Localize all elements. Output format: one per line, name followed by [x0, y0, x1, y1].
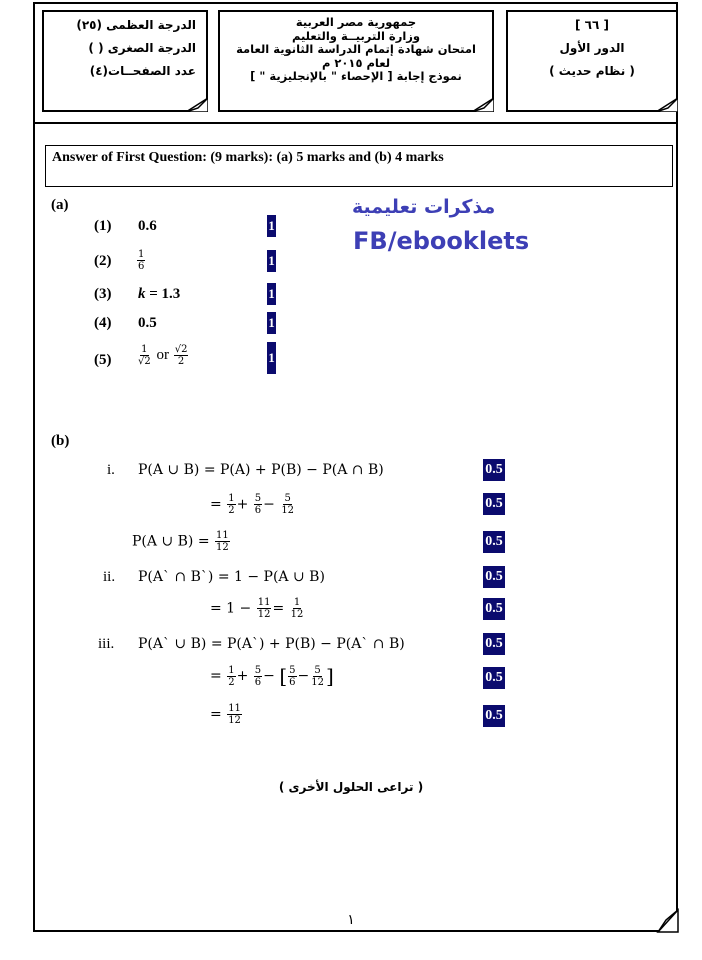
item-number: (2) — [94, 253, 112, 269]
item-number: (3) — [94, 286, 112, 302]
mark-badge: 0.5 — [483, 459, 505, 481]
part-b-label: (b) — [51, 433, 70, 449]
answer-value: k = 1.3 — [138, 286, 181, 302]
equation: = $\frac{11}{12}$ — [210, 703, 241, 726]
mark-badge: 1 — [267, 283, 276, 305]
step-label: ii. — [103, 569, 116, 585]
watermark-arabic: مذكرات تعليمية — [352, 196, 496, 218]
min-grade: الدرجة الصغرى ( ) — [88, 41, 196, 55]
country-name: جمهورية مصر العربية — [295, 15, 417, 29]
mark-badge: 0.5 — [483, 493, 505, 515]
mark-badge: 1 — [267, 250, 276, 272]
ministry-name: وزارة التربيــة والتعليم — [291, 28, 421, 43]
exam-name: امتحان شهادة إتمام الدراسة الثانوية العامة — [236, 42, 476, 56]
page-count: عدد الصفحــات(٤) — [89, 64, 196, 78]
item-number: (4) — [94, 315, 112, 331]
mark-badge: 0.5 — [483, 598, 505, 620]
page-fold-icon — [656, 98, 678, 112]
mark-badge: 1 — [267, 342, 276, 374]
answer-model-title: نموذج إجابة [ الإحصاء " بالإنجليزية " ] — [250, 69, 462, 83]
equation: = 1 − $\frac{11}{12}$ = $\frac{1}{12}$ — [210, 597, 304, 620]
page-fold-icon — [186, 98, 208, 112]
mark-badge: 0.5 — [483, 667, 505, 689]
mark-badge: 1 — [267, 312, 276, 334]
mark-badge: 1 — [267, 215, 276, 237]
item-number: (5) — [94, 352, 112, 368]
page-number: ١ — [347, 913, 355, 928]
exam-title-box — [218, 10, 494, 112]
question-title: Answer of First Question: (9 marks): (a) 5 marks and (b) 4 marks — [45, 145, 673, 187]
mark-badge: 0.5 — [483, 705, 505, 727]
answer-value: 0.5 — [138, 315, 157, 331]
header-divider — [33, 122, 678, 124]
equation: = $\frac{1}{2}$ + $\frac{5}{6}$ − $\frac{5}{12}$ — [210, 493, 295, 516]
equation: P(A` ∪ B) = P(A`) + P(B) − P(A` ∩ B) — [138, 636, 405, 652]
exam-year: لعام ٢٠١٥ م — [321, 55, 391, 70]
step-label: iii. — [98, 636, 115, 652]
answer-fraction: $\frac{1}{√2}$ or $\frac{√2}{2}$ — [138, 344, 188, 367]
equation: = $\frac{1}{2}$ + $\frac{5}{6}$ − [ $\frac{5}{6}$ − $\frac{5}{12}$ ] — [210, 664, 334, 688]
page-fold-icon — [472, 98, 494, 112]
equation: P(A` ∩ B`) = 1 − P(A ∪ B) — [138, 569, 325, 585]
exam-system: ( نظام حديث ) — [549, 64, 635, 78]
exam-round: الدور الأول — [559, 41, 625, 55]
answer-fraction: $\frac{1}{6}$ — [138, 249, 145, 272]
exam-code-box — [506, 10, 678, 112]
exam-code: [ ٦٦ ] — [575, 18, 609, 32]
item-number: (1) — [94, 218, 112, 234]
step-label: i. — [107, 462, 115, 478]
grade-info-box — [42, 10, 208, 112]
max-grade: الدرجة العظمى (٢٥) — [76, 18, 196, 32]
part-a-label: (a) — [51, 197, 69, 213]
mark-badge: 0.5 — [483, 531, 505, 553]
equation: P(A ∪ B) = P(A) + P(B) − P(A ∩ B) — [138, 462, 384, 478]
page-fold-icon — [656, 906, 680, 934]
watermark-link: FB/ebooklets — [353, 227, 530, 255]
mark-badge: 0.5 — [483, 633, 505, 655]
other-solutions-note: ( تراعى الحلول الأخرى ) — [278, 780, 424, 794]
equation: P(A ∪ B) = $\frac{11}{12}$ — [132, 530, 229, 553]
mark-badge: 0.5 — [483, 566, 505, 588]
answer-value: 0.6 — [138, 218, 157, 234]
